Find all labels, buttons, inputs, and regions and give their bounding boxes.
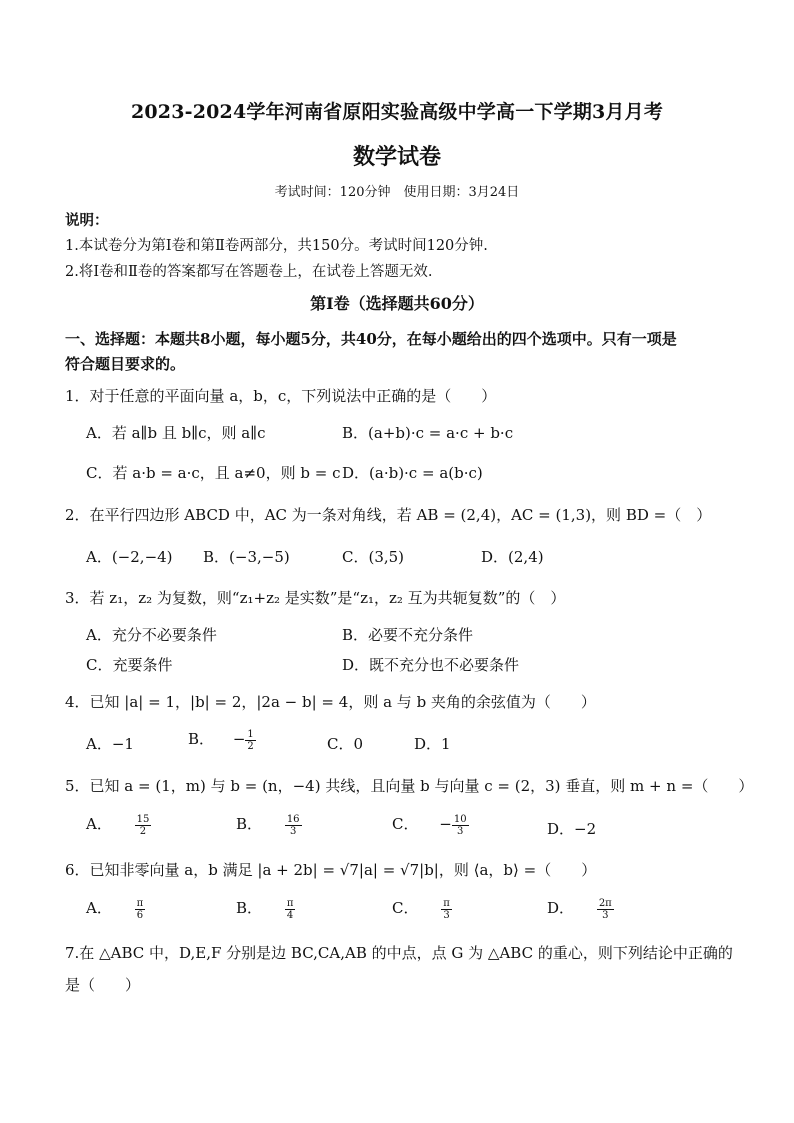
question-2-option-b: B．(−3,−5) bbox=[203, 548, 290, 566]
question-4-option-d: D．1 bbox=[414, 735, 451, 753]
question-4-option-b-sign: − bbox=[232, 730, 246, 748]
question-4-option-b-fraction bbox=[245, 729, 255, 752]
fraction-denominator: 3 bbox=[289, 825, 297, 837]
question-6-option-a-label: A． bbox=[86, 899, 112, 917]
exam-subtitle: 数学试卷 bbox=[352, 144, 441, 170]
question-6-option-c-label: C． bbox=[392, 899, 419, 917]
question-1-stem: 1．对于任意的平面向量 a，b，c，下列说法中正确的是（ ） bbox=[65, 387, 497, 405]
fraction-denominator: 2 bbox=[139, 825, 147, 837]
fraction-denominator: 3 bbox=[457, 825, 464, 837]
question-2-option-d: D．(2,4) bbox=[481, 548, 544, 566]
question-6-option-a-fraction bbox=[135, 898, 146, 921]
question-5-option-c-label: C． bbox=[392, 815, 419, 833]
question-5-option-a bbox=[86, 813, 151, 837]
fraction-numerator: π bbox=[136, 897, 144, 909]
question-1-option-a: A．若 a∥b 且 b∥c，则 a∥c bbox=[86, 424, 266, 442]
question-4-option-b bbox=[188, 728, 256, 752]
fraction-numerator: π bbox=[443, 897, 450, 909]
question-6-stem: 6．已知非零向量 a，b 满足 |a + 2b| = √7|a| = √7|b|，则 ⟨a，b⟩ =（ ） bbox=[65, 861, 597, 879]
question-1-option-b: B．(a+b)·c = a·c + b·c bbox=[342, 424, 514, 442]
fraction-numerator: 16 bbox=[286, 813, 300, 825]
fraction-denominator: 3 bbox=[443, 909, 450, 921]
question-6-option-b-fraction bbox=[285, 898, 296, 921]
question-3-stem: 3．若 z₁，z₂ 为复数，则“z₁+z₂ 是实数”是“z₁，z₂ 互为共轭复数”的（ ） bbox=[65, 589, 566, 607]
fraction-denominator: 2 bbox=[247, 740, 254, 752]
note-item-2: 2.将Ⅰ卷和Ⅱ卷的答案都写在答题卷上，在试卷上答题无效. bbox=[65, 264, 433, 280]
question-3-option-a: A．充分不必要条件 bbox=[86, 626, 217, 644]
fraction-numerator: π bbox=[286, 897, 294, 909]
question-5-option-b-label: B． bbox=[236, 815, 263, 833]
question-5-option-c-sign: − bbox=[439, 815, 452, 833]
question-5-option-c bbox=[392, 813, 469, 837]
question-1-option-d: D．(a·b)·c = a(b·c) bbox=[342, 464, 483, 482]
question-7-stem-line1: 7.在 △ABC 中，D,E,F 分别是边 BC,CA,AB 的中点，点 G 为 △ABC 的重心，则下列结论中正确的 bbox=[65, 944, 733, 962]
exam-info: 考试时间：120分钟 使用日期：3月24日 bbox=[274, 185, 520, 200]
question-2-option-a: A．(−2,−4) bbox=[86, 548, 173, 566]
fraction-denominator: 6 bbox=[136, 909, 144, 921]
question-4-option-c: C．0 bbox=[327, 735, 364, 753]
exam-title: 2023-2024学年河南省原阳实验高级中学高一下学期3月月考 bbox=[130, 101, 664, 123]
question-6-option-d bbox=[547, 897, 614, 921]
fraction-numerator: 2π bbox=[598, 897, 612, 909]
section-instruction-line1: 一、选择题：本题共8小题，每小题5分，共40分，在每小题给出的四个选项中。只有一项是 bbox=[65, 330, 677, 348]
question-3-option-c: C．充要条件 bbox=[86, 656, 173, 674]
question-5-option-a-label: A． bbox=[86, 815, 112, 833]
fraction-denominator: 4 bbox=[286, 909, 294, 921]
fraction-numerator: 10 bbox=[453, 813, 467, 825]
question-3-option-d: D．既不充分也不必要条件 bbox=[342, 656, 520, 674]
question-6-option-b bbox=[236, 897, 295, 921]
question-6-option-a bbox=[86, 897, 145, 921]
fraction-numerator: 15 bbox=[136, 813, 150, 825]
question-6-option-b-label: B． bbox=[236, 899, 263, 917]
question-6-option-d-fraction bbox=[597, 898, 614, 921]
fraction-numerator: 1 bbox=[247, 728, 254, 740]
question-4-option-b-label: B． bbox=[188, 730, 215, 748]
question-5-option-a-fraction bbox=[135, 814, 152, 837]
notes-heading: 说明： bbox=[65, 212, 109, 229]
section-instruction-line2: 符合题目要求的。 bbox=[65, 355, 186, 373]
question-3-option-b: B．必要不充分条件 bbox=[342, 626, 474, 644]
note-item-1: 1.本试卷分为第Ⅰ卷和第Ⅱ卷两部分，共150分。考试时间120分钟. bbox=[65, 238, 488, 254]
question-6-option-c-fraction bbox=[441, 898, 452, 921]
question-5-option-d: D．−2 bbox=[547, 820, 597, 838]
question-4-stem: 4．已知 |a| = 1，|b| = 2，|2a − b| = 4，则 a 与 b 夹角的余弦值为（ ） bbox=[65, 693, 596, 711]
question-2-option-c: C．(3,5) bbox=[342, 548, 405, 566]
question-6-option-c bbox=[392, 897, 452, 921]
question-7-stem-line2: 是（ ） bbox=[65, 976, 141, 994]
question-5-option-b bbox=[236, 813, 302, 837]
question-6-option-d-label: D． bbox=[547, 899, 575, 917]
question-4-option-a: A．−1 bbox=[86, 735, 134, 753]
question-1-option-c: C．若 a·b = a·c，且 a≠0，则 b = c bbox=[86, 464, 341, 482]
question-5-option-b-fraction bbox=[285, 814, 302, 837]
fraction-denominator: 3 bbox=[602, 909, 609, 921]
question-5-option-c-fraction bbox=[452, 814, 469, 837]
question-2-stem: 2．在平行四边形 ABCD 中，AC 为一条对角线，若 AB = (2,4)，AC = (1,3)，则 BD =（ ） bbox=[65, 506, 712, 524]
question-5-stem: 5．已知 a = (1，m) 与 b = (n，−4) 共线，且向量 b 与向量 c = (2，3) 垂直，则 m + n =（ ） bbox=[65, 777, 754, 795]
section-title: 第Ⅰ卷（选择题共60分） bbox=[310, 294, 484, 313]
